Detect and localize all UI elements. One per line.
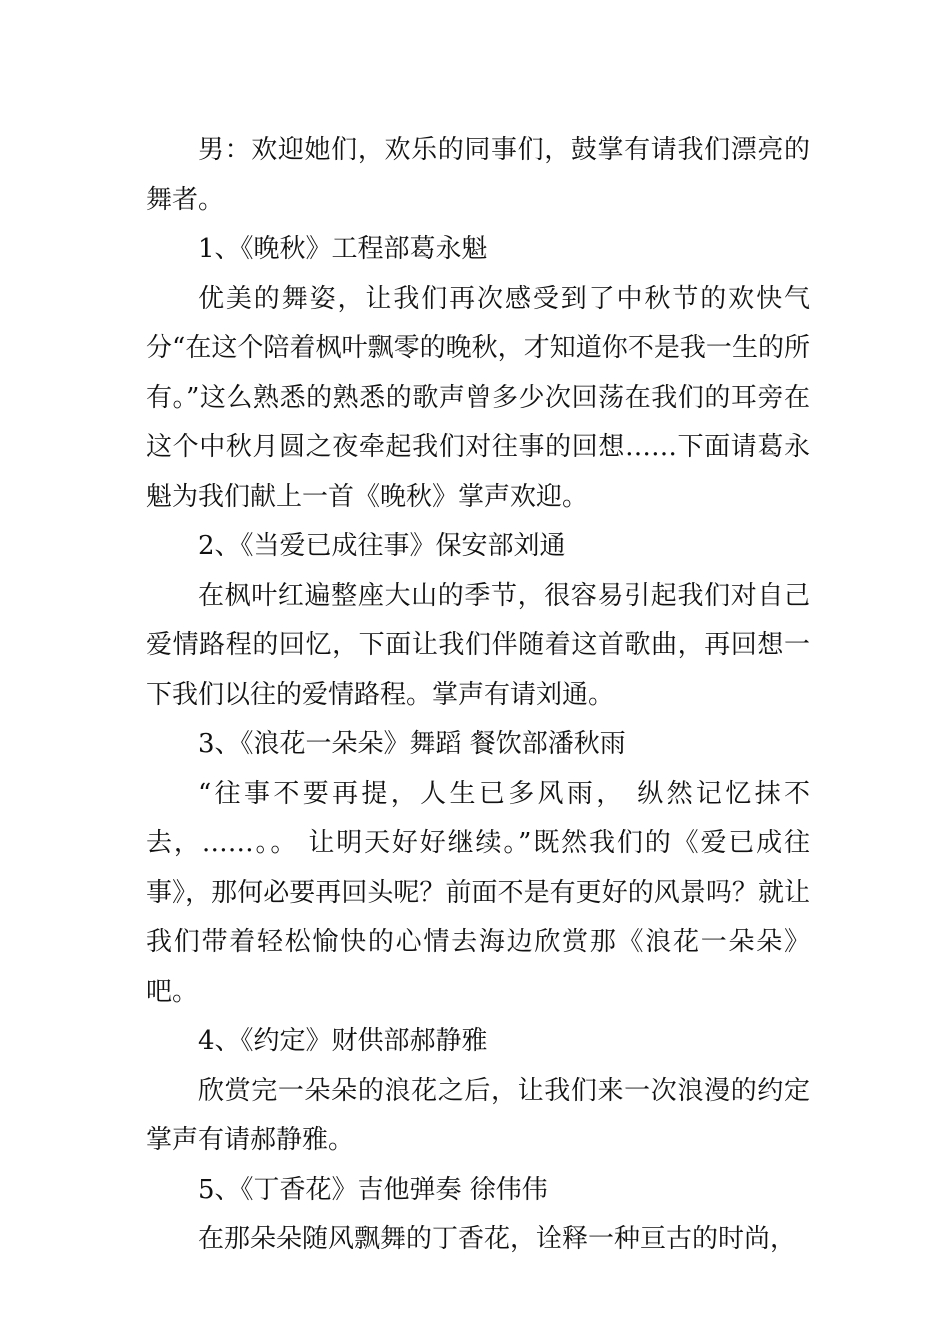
program-item-4-title: 4、《约定》财供部郝静雅 [198, 1026, 488, 1056]
document-body [146, 126, 810, 1265]
program-item-2-title: 2、《当爱已成往事》保安部刘通 [198, 531, 566, 561]
program-item-1-intro: 优美的舞姿，让我们再次感受到了中秋节的欢快气分“在这个陪着枫叶飘零的晚秋，才知道你不是我一生的所有。”这么熟悉的熟悉的歌声曾多少次回荡在我们的耳旁在这个中秋月圆之夜牵起我们对往事的回想……下面请葛永魁为我们献上一首《晚秋》掌声欢迎。 [146, 283, 810, 512]
program-item-1-title: 1、《晚秋》工程部葛永魁 [198, 234, 488, 264]
program-item-3-title: 3、《浪花一朵朵》舞蹈 餐饮部潘秋雨 [198, 729, 626, 759]
program-item-3-intro: “往事不要再提，人生已多风雨， 纵然记忆抹不去，……。。 让明天好好继续。”既然我们的《爱已成往事》，那何必要再回头呢？前面不是有更好的风景吗？就让我们带着轻松愉快的心情去海边欣赏那《浪花一朵朵》吧。 [146, 778, 810, 1007]
program-item-5-title: 5、《丁香花》吉他弹奏 徐伟伟 [198, 1174, 548, 1205]
program-item-5-intro: 在那朵朵随风飘舞的丁香花，诠释一种亘古的时尚， [198, 1224, 797, 1254]
program-item-4-intro: 欣赏完一朵朵的浪花之后，让我们来一次浪漫的约定掌声有请郝静雅。 [146, 1075, 810, 1155]
program-item-2-intro: 在枫叶红遍整座大山的季节，很容易引起我们对自己爱情路程的回忆，下面让我们伴随着这首歌曲，再回想一下我们以往的爱情路程。掌声有请刘通。 [146, 580, 810, 710]
paragraph-host-intro: 男：欢迎她们，欢乐的同事们，鼓掌有请我们漂亮的舞者。 [146, 135, 810, 215]
